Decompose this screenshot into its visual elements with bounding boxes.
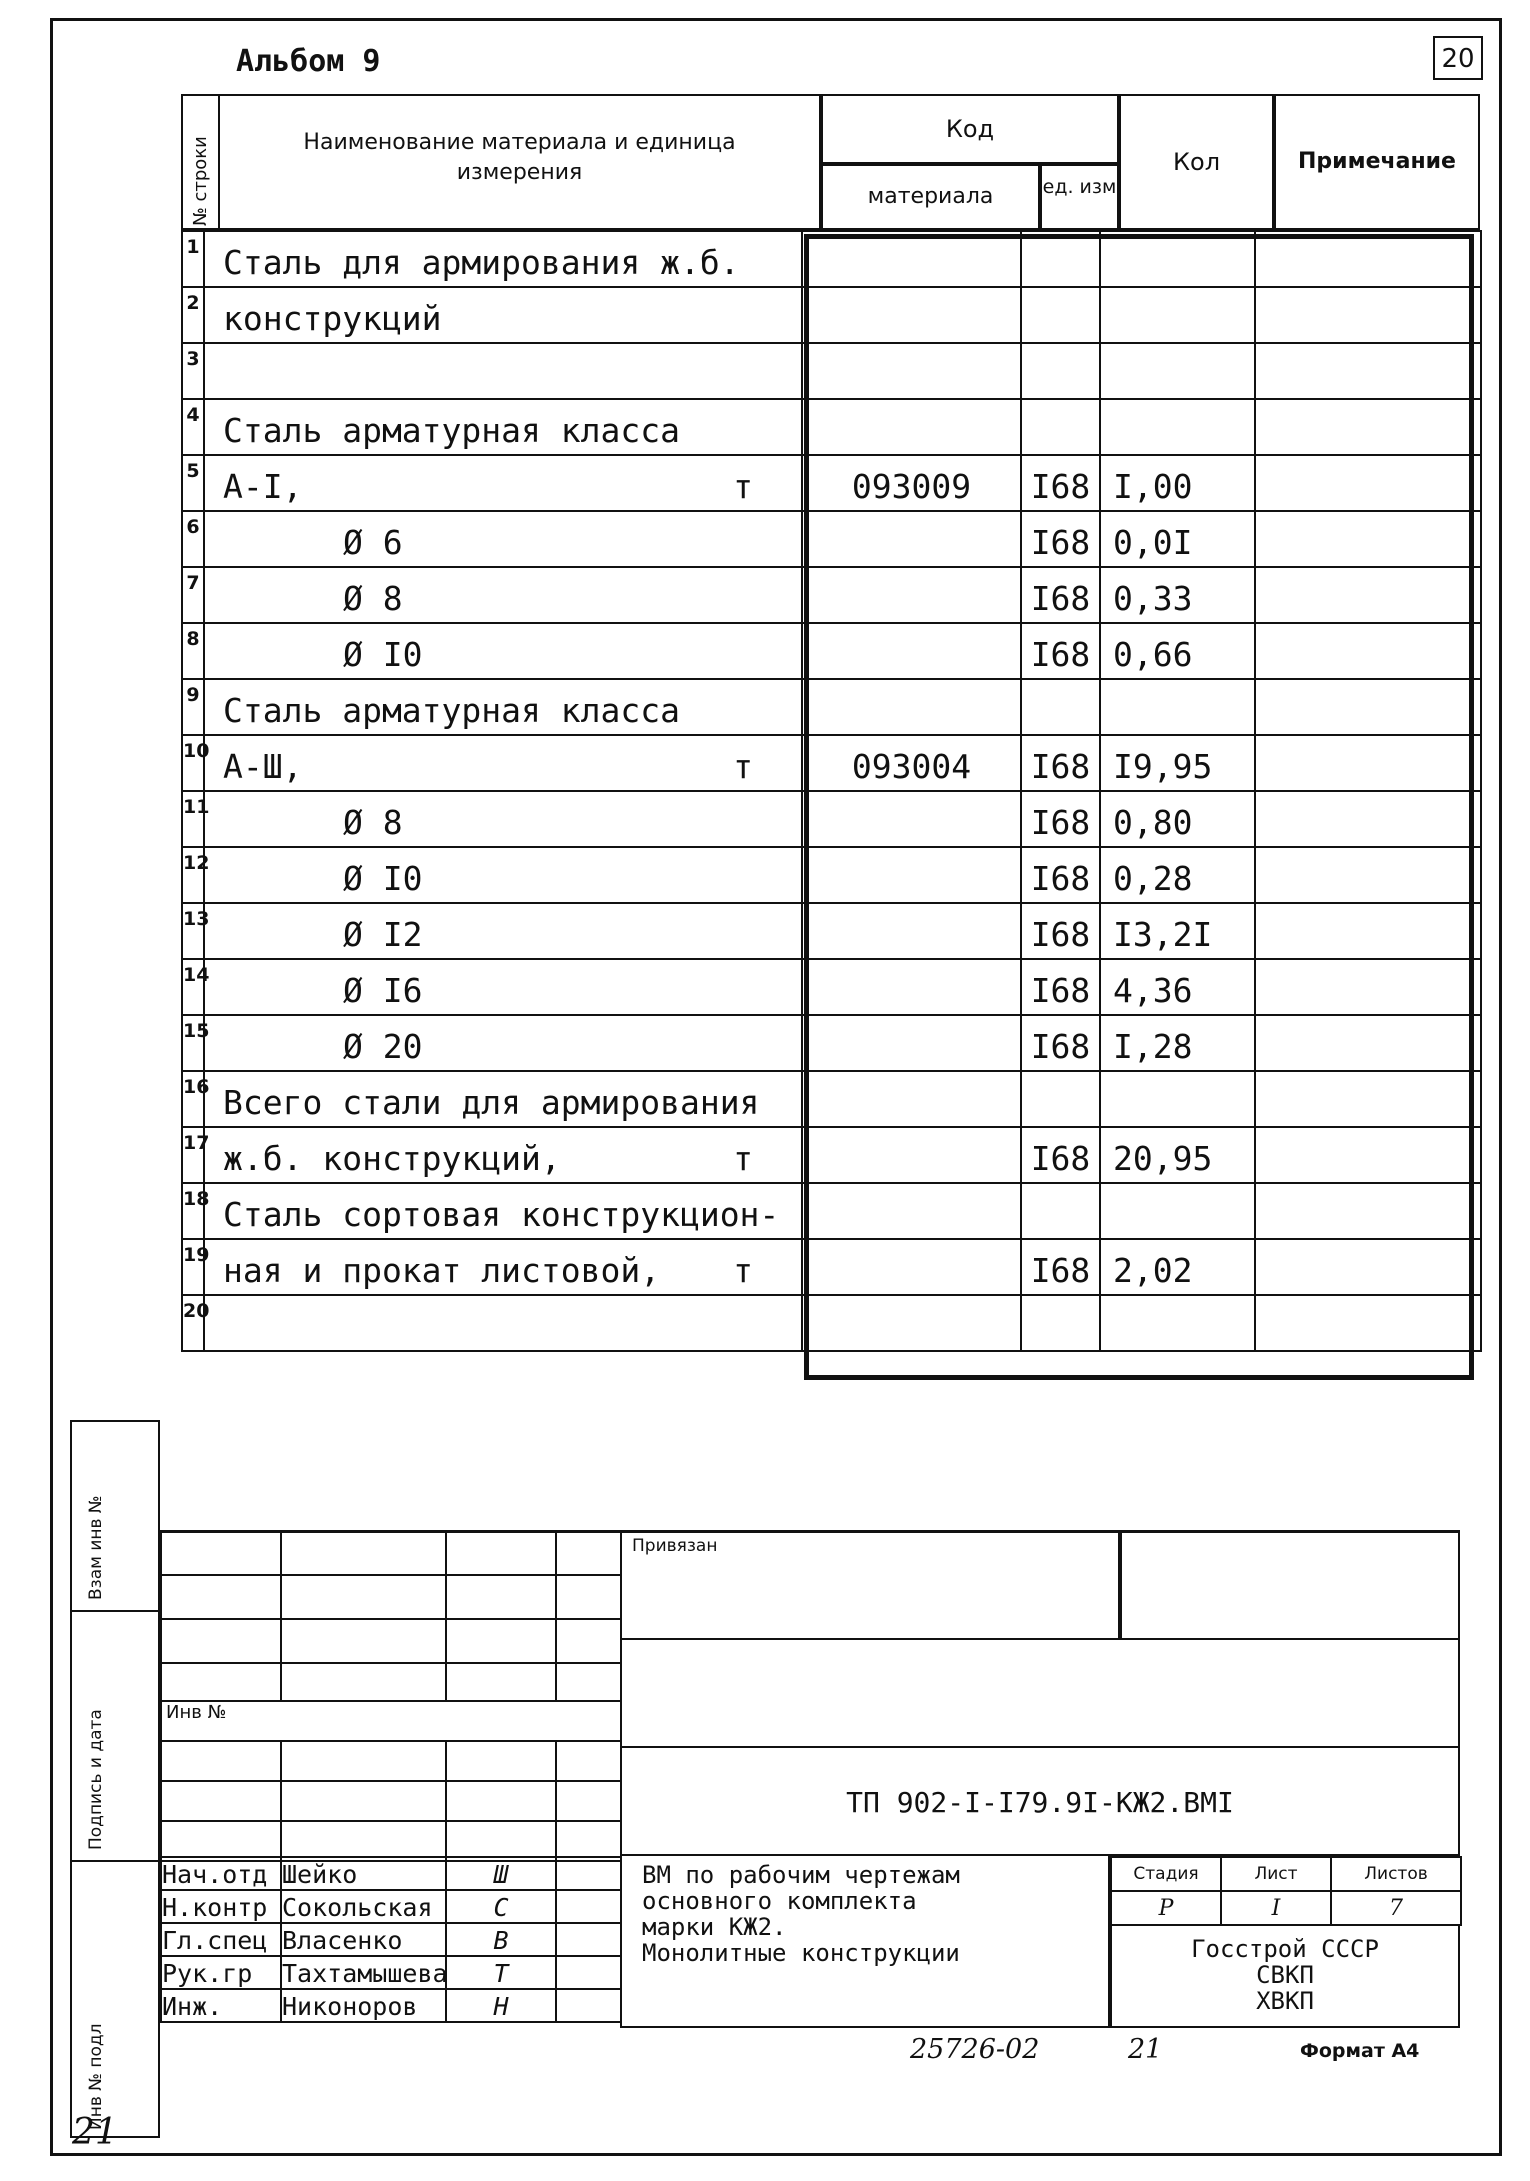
table-row	[182, 1239, 1481, 1295]
quantity	[1100, 287, 1255, 343]
quantity	[1100, 399, 1255, 455]
table-row	[182, 343, 1481, 399]
material-name	[204, 1183, 802, 1239]
stamp-title	[620, 1856, 1110, 2028]
row-number: 16	[182, 1071, 204, 1127]
material-code	[802, 847, 1021, 903]
row-number: 5	[182, 455, 204, 511]
person-name: Сокольская	[281, 1890, 446, 1923]
table-row	[182, 399, 1481, 455]
side-divider-2	[70, 1860, 160, 1862]
album-label: Альбом 9	[236, 44, 381, 79]
spec-table	[181, 230, 1482, 1352]
row-number: 7	[182, 567, 204, 623]
material-code	[802, 1127, 1021, 1183]
unit-code: I68	[1021, 511, 1100, 567]
table-row	[182, 903, 1481, 959]
material-name	[204, 399, 802, 455]
person-name: Власенко	[281, 1923, 446, 1956]
material-code	[802, 903, 1021, 959]
designation: ТП 902-I-I79.9I-КЖ2.ВМI	[620, 1748, 1460, 1856]
side-strip	[70, 1420, 160, 2138]
note	[1255, 735, 1481, 791]
material-code	[802, 1295, 1021, 1351]
material-code	[802, 567, 1021, 623]
unit-code	[1021, 399, 1100, 455]
person-date	[556, 1989, 621, 2022]
quantity: 0,0I	[1100, 511, 1255, 567]
quantity: 20,95	[1100, 1127, 1255, 1183]
name-header: Наименование материала и единица измерения	[218, 94, 821, 230]
material-name	[204, 567, 802, 623]
quantity	[1100, 231, 1255, 287]
row-number: 1	[182, 231, 204, 287]
unit-code: I68	[1021, 455, 1100, 511]
note	[1255, 903, 1481, 959]
material-name-text: Ø I6	[343, 971, 423, 1010]
material-name	[204, 511, 802, 567]
table-row	[182, 959, 1481, 1015]
material-name-text: Ø I0	[343, 635, 423, 674]
row-number: 19	[182, 1239, 204, 1295]
row-number: 15	[182, 1015, 204, 1071]
material-name-text: ж.б. конструкций,	[223, 1139, 561, 1178]
material-name-text: Ø 8	[343, 579, 403, 618]
unit-code: I68	[1021, 1239, 1100, 1295]
note	[1255, 399, 1481, 455]
person-name: Никоноров	[281, 1989, 446, 2022]
material-name	[204, 959, 802, 1015]
note	[1255, 1071, 1481, 1127]
table-row	[182, 1183, 1481, 1239]
note	[1255, 231, 1481, 287]
note	[1255, 1183, 1481, 1239]
person-signature: Н	[446, 1989, 556, 2022]
row-number: 18	[182, 1183, 204, 1239]
unit-code: I68	[1021, 567, 1100, 623]
persons-table	[160, 1856, 622, 2023]
unit-code: I68	[1021, 959, 1100, 1015]
material-code	[802, 287, 1021, 343]
table-row	[182, 735, 1481, 791]
material-name-text: Ø 6	[343, 523, 403, 562]
person-date	[556, 1956, 621, 1989]
note-header: Примечание	[1274, 94, 1480, 230]
table-row	[182, 1127, 1481, 1183]
person-row	[161, 1923, 621, 1956]
code-header: Код	[821, 94, 1119, 164]
person-name: Тахтамышева	[281, 1956, 446, 1989]
table-row	[182, 791, 1481, 847]
stamp-blank-band	[620, 1640, 1460, 1748]
row-number: 4	[182, 399, 204, 455]
stage-label: Стадия	[1111, 1857, 1221, 1891]
material-code	[802, 1071, 1021, 1127]
material-name-text: Сталь сортовая конструкцион-	[223, 1195, 780, 1234]
material-code	[802, 1239, 1021, 1295]
person-row	[161, 1989, 621, 2022]
unit-code: I68	[1021, 735, 1100, 791]
material-name-text: Ø I2	[343, 915, 423, 954]
org-line-2: СВКП	[1256, 1961, 1314, 1989]
unit-mark: т	[733, 467, 753, 506]
row-number: 20	[182, 1295, 204, 1351]
format-label: Формат А4	[1300, 2040, 1420, 2062]
table-row	[182, 1071, 1481, 1127]
table-row	[182, 623, 1481, 679]
stage-value: Р	[1111, 1891, 1221, 1925]
stamp-title-line-1: ВМ по рабочим чертежам	[642, 1861, 960, 1889]
material-code	[802, 679, 1021, 735]
unit-code: I68	[1021, 847, 1100, 903]
quantity	[1100, 679, 1255, 735]
material-name-text: ная и прокат листовой,	[223, 1251, 661, 1290]
note	[1255, 847, 1481, 903]
row-number: 3	[182, 343, 204, 399]
material-name	[204, 903, 802, 959]
unit-mark: т	[733, 747, 753, 786]
material-name-text: Ø 20	[343, 1027, 423, 1066]
material-code	[802, 1015, 1021, 1071]
material-header: материала	[821, 164, 1040, 230]
person-date	[556, 1923, 621, 1956]
person-signature: Т	[446, 1956, 556, 1989]
note	[1255, 511, 1481, 567]
note	[1255, 343, 1481, 399]
material-code	[802, 1183, 1021, 1239]
unit-code	[1021, 1183, 1100, 1239]
material-code: 093009	[802, 455, 1021, 511]
material-code	[802, 959, 1021, 1015]
material-name	[204, 455, 802, 511]
material-name-text: Сталь для армирования ж.б.	[223, 243, 740, 282]
material-name-text: Сталь арматурная класса	[223, 691, 680, 730]
footer-page: 21	[1128, 2034, 1163, 2065]
material-code	[802, 791, 1021, 847]
corner-mark: 21	[72, 2112, 118, 2153]
quantity: 0,66	[1100, 623, 1255, 679]
material-name	[204, 679, 802, 735]
quantity: 2,02	[1100, 1239, 1255, 1295]
table-row	[182, 1295, 1481, 1351]
quantity	[1100, 1071, 1255, 1127]
person-name: Шейко	[281, 1857, 446, 1890]
unit-code	[1021, 287, 1100, 343]
table-row	[182, 567, 1481, 623]
unit-code	[1021, 1295, 1100, 1351]
material-name	[204, 231, 802, 287]
row-no-header: № строки	[190, 136, 211, 226]
unit-header: ед. изм	[1040, 164, 1119, 230]
material-name	[204, 1295, 802, 1351]
table-row	[182, 679, 1481, 735]
table-row	[182, 231, 1481, 287]
stamp-title-line-3: марки КЖ2.	[642, 1913, 787, 1941]
material-name-text: Ø I0	[343, 859, 423, 898]
person-signature: В	[446, 1923, 556, 1956]
note	[1255, 1295, 1481, 1351]
note	[1255, 567, 1481, 623]
table-row	[182, 847, 1481, 903]
note	[1255, 1239, 1481, 1295]
person-role: Инж.	[161, 1989, 281, 2022]
vzam-inv-label: Взам инв №	[86, 1495, 106, 1600]
unit-code: I68	[1021, 791, 1100, 847]
quantity: 0,28	[1100, 847, 1255, 903]
material-name-text: А-Ш,	[223, 747, 303, 786]
unit-code	[1021, 1071, 1100, 1127]
sheets-label: Листов	[1331, 1857, 1461, 1891]
person-signature: Ш	[446, 1857, 556, 1890]
person-signature: С	[446, 1890, 556, 1923]
person-role: Гл.спец	[161, 1923, 281, 1956]
podpis-data-label: Подпись и дата	[86, 1709, 106, 1850]
material-name	[204, 343, 802, 399]
privyazan-side-cell	[1120, 1530, 1460, 1640]
material-code	[802, 511, 1021, 567]
quantity: I3,2I	[1100, 903, 1255, 959]
row-number: 9	[182, 679, 204, 735]
unit-code: I68	[1021, 1015, 1100, 1071]
material-name	[204, 735, 802, 791]
row-number: 8	[182, 623, 204, 679]
person-role: Нач.отд	[161, 1857, 281, 1890]
material-name	[204, 847, 802, 903]
material-name	[204, 623, 802, 679]
material-code: 093004	[802, 735, 1021, 791]
note	[1255, 287, 1481, 343]
sheet-label: Лист	[1221, 1857, 1331, 1891]
material-name-text: Всего стали для армирования	[223, 1083, 760, 1122]
org-line-3: ХВКП	[1256, 1987, 1314, 2015]
material-code	[802, 623, 1021, 679]
quantity	[1100, 343, 1255, 399]
sheet-number: 20	[1433, 36, 1483, 80]
row-number: 11	[182, 791, 204, 847]
inv-podl-label: Инв № подл	[86, 2023, 106, 2130]
unit-mark: т	[733, 1139, 753, 1178]
row-number: 13	[182, 903, 204, 959]
material-name	[204, 1015, 802, 1071]
table-row	[182, 455, 1481, 511]
unit-code	[1021, 231, 1100, 287]
stamp-title-line-4: Монолитные конструкции	[642, 1939, 960, 1967]
quantity: 0,33	[1100, 567, 1255, 623]
privyazan-label: Привязан	[620, 1530, 1120, 1640]
person-date	[556, 1890, 621, 1923]
inv-no-label: Инв №	[161, 1701, 621, 1741]
note	[1255, 623, 1481, 679]
table-row	[182, 511, 1481, 567]
footer-number: 25726-02	[910, 2034, 1040, 2065]
stamp-upper-grid	[160, 1530, 622, 1862]
material-name-text: конструкций	[223, 299, 442, 338]
org-line-1: Госстрой СССР	[1191, 1935, 1379, 1963]
person-role: Рук.гр	[161, 1956, 281, 1989]
unit-mark: т	[733, 1251, 753, 1290]
side-divider-1	[70, 1610, 160, 1612]
row-number: 2	[182, 287, 204, 343]
note	[1255, 791, 1481, 847]
row-number: 10	[182, 735, 204, 791]
person-row	[161, 1857, 621, 1890]
material-name	[204, 287, 802, 343]
sheets-value: 7	[1331, 1891, 1461, 1925]
person-role: Н.контр	[161, 1890, 281, 1923]
person-row	[161, 1890, 621, 1923]
row-number: 17	[182, 1127, 204, 1183]
material-name-text: Ø 8	[343, 803, 403, 842]
stamp-title-line-2: основного комплекта	[642, 1887, 917, 1915]
row-number: 14	[182, 959, 204, 1015]
note	[1255, 959, 1481, 1015]
quantity: 4,36	[1100, 959, 1255, 1015]
row-number: 12	[182, 847, 204, 903]
material-name-text: Сталь арматурная класса	[223, 411, 680, 450]
material-code	[802, 399, 1021, 455]
quantity	[1100, 1183, 1255, 1239]
stage-sheet-table	[1110, 1856, 1462, 1926]
material-name	[204, 1127, 802, 1183]
note	[1255, 679, 1481, 735]
table-row	[182, 1015, 1481, 1071]
quantity: 0,80	[1100, 791, 1255, 847]
sheet-value: I	[1221, 1891, 1331, 1925]
material-name-text: А-I,	[223, 467, 303, 506]
material-name	[204, 1071, 802, 1127]
quantity: I9,95	[1100, 735, 1255, 791]
unit-code	[1021, 679, 1100, 735]
quantity: I,28	[1100, 1015, 1255, 1071]
note	[1255, 1127, 1481, 1183]
unit-code: I68	[1021, 903, 1100, 959]
person-date	[556, 1857, 621, 1890]
note	[1255, 455, 1481, 511]
material-name	[204, 791, 802, 847]
note	[1255, 1015, 1481, 1071]
material-code	[802, 343, 1021, 399]
table-row	[182, 287, 1481, 343]
person-row	[161, 1956, 621, 1989]
unit-code: I68	[1021, 1127, 1100, 1183]
organization	[1110, 1924, 1460, 2028]
unit-code	[1021, 343, 1100, 399]
material-code	[802, 231, 1021, 287]
material-name	[204, 1239, 802, 1295]
qty-header: Кол	[1119, 94, 1274, 230]
quantity: I,00	[1100, 455, 1255, 511]
row-number: 6	[182, 511, 204, 567]
quantity	[1100, 1295, 1255, 1351]
unit-code: I68	[1021, 623, 1100, 679]
